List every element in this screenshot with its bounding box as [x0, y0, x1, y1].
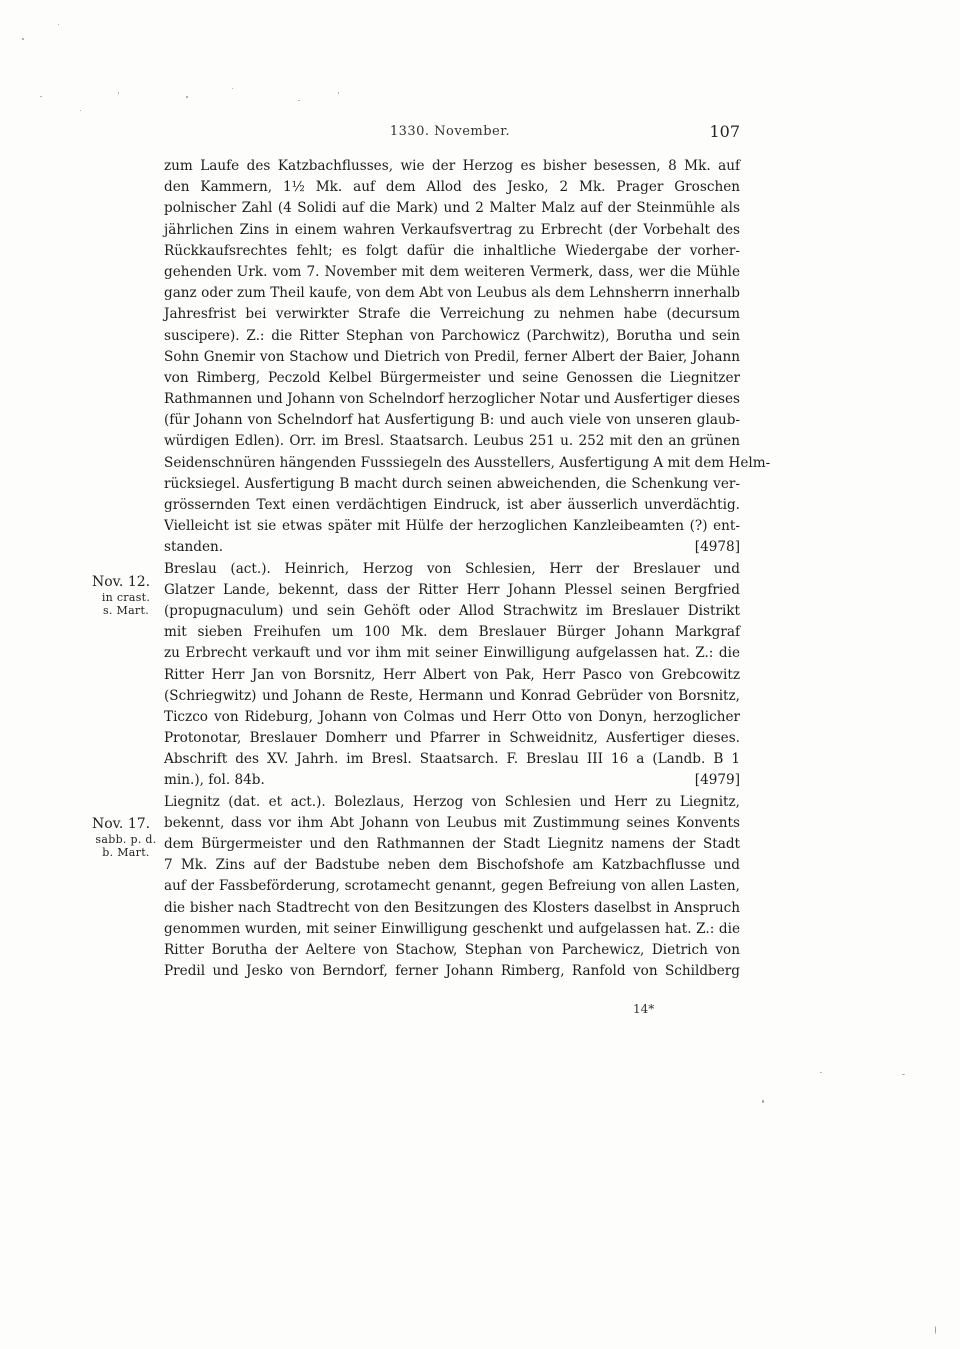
- scan-speck: [338, 92, 339, 94]
- text-line: genommen wurden, mit seiner Einwilligung geschenkt und aufgelassen hat. Z.: die: [164, 920, 740, 937]
- text-line: Rückkaufsrechtes fehlt; es folgt dafür die inhaltliche Wiedergabe der vorher-: [164, 242, 740, 259]
- text-line: Ritter Herr Jan von Borsnitz, Herr Albert von Pak, Herr Pasco von Grebcowitz: [164, 666, 740, 683]
- text-line: Glatzer Lande, bekennt, dass der Ritter Herr Johann Plessel seinen Bergfried: [164, 581, 740, 598]
- text-line: (für Johann von Schelndorf hat Ausfertigung B: und auch viele von unseren glaub-: [164, 412, 740, 429]
- margin-date: Nov. 12.: [92, 574, 151, 590]
- text-line: (propugnaculum) und sein Gehöft oder Allod Strachwitz im Breslauer Distrikt: [164, 602, 740, 619]
- margin-sub-line: s. Mart.: [102, 604, 150, 617]
- text-line-with-entry-number: [164, 770, 740, 791]
- scan-speck: [298, 100, 300, 101]
- margin-note-nov-17: [92, 815, 160, 859]
- text-line: Ritter Borutha der Aeltere von Stachow, Stephan von Parchewicz, Dietrich von: [164, 941, 740, 958]
- page-number: 107: [709, 122, 740, 141]
- text-line: Predil und Jesko von Berndorf, ferner Johann Rimberg, Ranfold von Schildberg: [164, 963, 740, 980]
- text-line: jährlichen Zins in einem wahren Verkaufsvertrag zu Erbrecht (der Vorbehalt des: [164, 221, 740, 238]
- margin-sub-line: sabb. p. d.: [95, 833, 157, 846]
- text-segment: min.), fol. 84b.: [164, 772, 265, 789]
- entry-number: [4978]: [694, 539, 740, 556]
- text-line: die bisher nach Stadtrecht von den Besitzungen des Klosters daselbst in Anspruch: [164, 899, 740, 916]
- margin-date: Nov. 17.: [92, 816, 151, 832]
- text-line: suscipere). Z.: die Ritter Stephan von Parchowicz (Parchwitz), Borutha und sein: [164, 327, 740, 344]
- body-text: [164, 156, 771, 982]
- text-segment: standen.: [164, 539, 224, 556]
- scan-speck: [58, 24, 59, 25]
- text-line: von Rimberg, Peczold Kelbel Bürgermeister und seine Genossen die Liegnitzer: [164, 369, 740, 386]
- text-line: Abschrift des XV. Jahrh. im Bresl. Staatsarch. F. Breslau III 16 a (Landb. B 1: [164, 751, 740, 768]
- text-line: auf der Fassbeförderung, scrotamecht genannt, gegen Befreiung von allen Lasten,: [164, 878, 740, 895]
- text-line: 7 Mk. Zins auf der Badstube neben dem Bischofshofe am Katzbachflusse und: [164, 857, 740, 874]
- text-line: Vielleicht ist sie etwas später mit Hülfe der herzoglichen Kanzleibeamten (?) ent-: [164, 518, 740, 535]
- scan-speck: [762, 1100, 764, 1103]
- text-line: mit sieben Freihufen um 100 Mk. dem Breslauer Bürger Johann Markgraf: [164, 624, 740, 641]
- signature-mark: 14*: [633, 1002, 655, 1016]
- text-line: gehenden Urk. vom 7. November mit dem weiteren Vermerk, dass, wer die Mühle: [164, 263, 740, 280]
- scan-speck: [80, 110, 81, 111]
- text-line: den Kammern, 1½ Mk. auf dem Allod des Jesko, 2 Mk. Prager Groschen: [164, 179, 740, 196]
- margin-sub-line: in crast.: [101, 591, 151, 604]
- scan-speck: [902, 1074, 905, 1075]
- text-line: grössernden Text einen verdächtigen Eindruck, ist aber äusserlich unverdächtig.: [164, 497, 740, 513]
- scan-speck: [118, 92, 119, 94]
- text-line-with-entry-number: [164, 537, 740, 558]
- running-title: 1330. November.: [389, 124, 511, 139]
- text-line: Ticzco von Rideburg, Johann von Colmas und Herr Otto von Donyn, herzoglicher: [164, 708, 740, 725]
- text-line: zum Laufe des Katzbachflusses, wie der Herzog es bisher besessen, 8 Mk. auf: [164, 158, 740, 174]
- text-line: Sohn Gnemir von Stachow und Dietrich von Predil, ferner Albert der Baier, Johann: [164, 348, 740, 365]
- margin-note-nov-12: [92, 573, 160, 617]
- text-line: Rathmannen und Johann von Schelndorf herzoglicher Notar und Ausfertiger dieses: [164, 391, 740, 408]
- text-line: dem Bürgermeister und den Rathmannen der Stadt Liegnitz namens der Stadt: [164, 836, 740, 852]
- text-line: Breslau (act.). Heinrich, Herzog von Schlesien, Herr der Breslauer und: [164, 560, 740, 577]
- text-line: (Schriegwitz) und Johann de Reste, Hermann und Konrad Gebrüder von Borsnitz,: [164, 687, 740, 704]
- margin-sub-line: b. Mart.: [102, 846, 150, 859]
- text-line: Jahresfrist bei verwirkter Strafe die Verreichung zu nehmen habe (decursum: [164, 306, 740, 323]
- running-head: [160, 124, 740, 146]
- text-line: ganz oder zum Theil kaufe, von dem Abt von Leubus als dem Lehnsherrn innerhalb: [164, 285, 740, 302]
- scan-speck: [22, 38, 24, 40]
- text-line: bekennt, dass vor ihm Abt Johann von Leubus mit Zustimmung seines Konvents: [164, 814, 740, 831]
- text-line: Liegnitz (dat. et act.). Bolezlaus, Herzog von Schlesien und Herr zu Liegnitz,: [164, 793, 740, 810]
- entry-number: [4979]: [694, 772, 740, 789]
- text-line: Seidenschnüren hängenden Fusssiegeln des Ausstellers, Ausfertigung A mit dem Helm-: [164, 454, 771, 471]
- scan-speck: [935, 1326, 936, 1334]
- scan-speck: [186, 96, 188, 98]
- text-line: würdigen Edlen). Orr. im Bresl. Staatsarch. Leubus 251 u. 252 mit den an grünen: [164, 433, 740, 450]
- text-line: Protonotar, Breslauer Domherr und Pfarrer in Schweidnitz, Ausfertiger dieses.: [164, 730, 740, 747]
- scan-speck: [40, 96, 42, 97]
- scan-speck: [232, 88, 233, 89]
- text-line: polnischer Zahl (4 Solidi auf die Mark) und 2 Malter Malz auf der Steinmühle als: [164, 200, 740, 217]
- text-line: rücksiegel. Ausfertigung B macht durch seinen abweichenden, die Schenkung ver-: [164, 475, 740, 492]
- text-line: zu Erbrecht verkauft und vor ihm mit seiner Einwilligung aufgelassen hat. Z.: die: [164, 645, 740, 662]
- scan-speck: [820, 1072, 822, 1073]
